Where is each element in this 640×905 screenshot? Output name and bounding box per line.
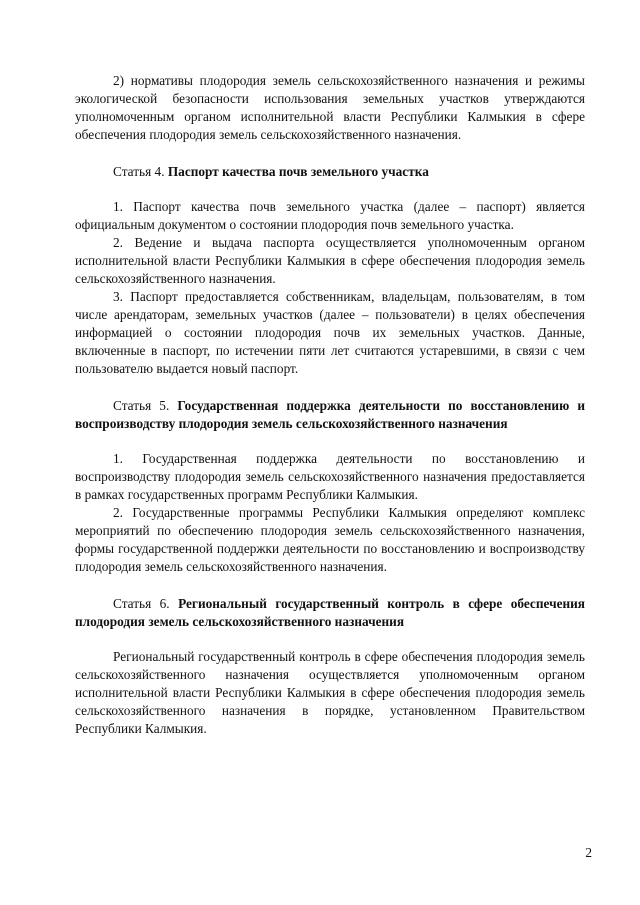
article4-label: Статья 4.: [113, 164, 165, 179]
page-number: 2: [585, 845, 592, 860]
article6-title: Региональный государственный контроль в сфере обеспечения плодородия земель сельскохозяйственного назначения: [75, 596, 585, 629]
article4-paragraph-1: 1. Паспорт качества почв земельного участка (далее – паспорт) является официальным документом о состоянии плодородия почв земельного участка.: [75, 199, 585, 232]
article5-paragraph-2: 2. Государственные программы Республики Калмыкия определяют комплекс мероприятий по обеспечению плодородия земель сельскохозяйственного назначения, формы государственной поддержки деятельности по восстановлению и воспроизводству плодородия земель сельскохозяйственного назначения.: [75, 505, 585, 574]
article5-paragraph-1: 1. Государственная поддержка деятельности по восстановлению и воспроизводству плодородия земель сельскохозяйственного назначения предоставляется в рамках государственных программ Республики Калмыкия.: [75, 451, 585, 502]
article4-title: Паспорт качества почв земельного участка: [167, 164, 429, 179]
article4-body: [75, 198, 585, 378]
article6-heading: [75, 595, 585, 631]
article4-heading: [75, 163, 585, 181]
article4-paragraph-2: 2. Ведение и выдача паспорта осуществляется уполномоченным органом исполнительной власти Республики Калмыкия в сфере обеспечения плодородия земель сельскохозяйственного назначения.: [75, 235, 585, 286]
article6-body: [75, 648, 585, 738]
article6-paragraph-1: Региональный государственный контроль в сфере обеспечения плодородия земель сельскохозяйственного назначения осуществляется уполномоченным органом исполнительной власти Республики Калмыкия в сфере обеспечения плодородия земель сельскохозяйственного назначения в порядке, установленном Правительством Республики Калмыкия.: [75, 649, 585, 736]
article5-heading: [75, 397, 585, 433]
article5-body: [75, 450, 585, 576]
article3-item2-paragraph: 2) нормативы плодородия земель сельскохозяйственного назначения и режимы экологической безопасности использования земельных участков утверждаются уполномоченным органом исполнительной власти Республики Калмыкия в сфере обеспечения плодородия земель сельскохозяйственного назначения.: [75, 73, 585, 142]
article5-label: Статья 5.: [113, 398, 170, 413]
article4-paragraph-3: 3. Паспорт предоставляется собственникам, владельцам, пользователям, в том числе арендаторам, земельных участков (далее – пользователи) в целях обеспечения информацией о состоянии плодородия почв их земельных участков. Данные, включенные в паспорт, по истечении пяти лет считаются устаревшими, в связи с чем пользователю выдается новый паспорт.: [75, 289, 585, 376]
article6-label: Статья 6.: [113, 596, 170, 611]
article5-title: Государственная поддержка деятельности по восстановлению и воспроизводству плодородия земель сельскохозяйственного назначения: [75, 398, 586, 431]
